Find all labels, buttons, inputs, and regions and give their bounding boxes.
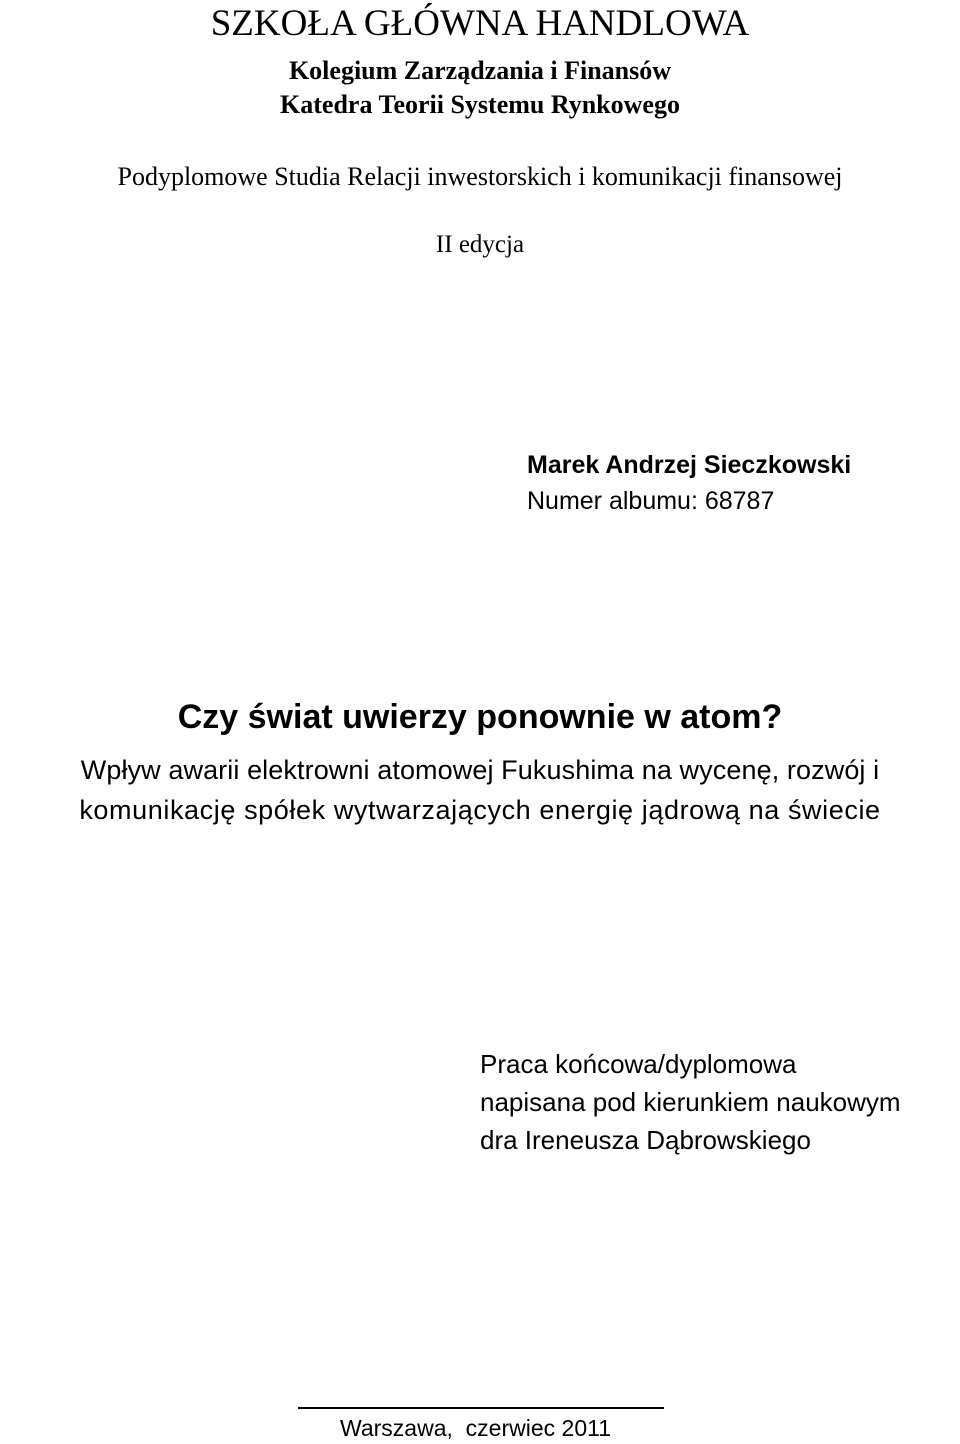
author-name: Marek Andrzej Sieczkowski <box>527 451 852 479</box>
studies-name: Podyplomowe Studia Relacji inwestorskich i komunikacji finansowej <box>117 162 843 191</box>
supervision-note: napisana pod kierunkiem naukowym <box>480 1087 901 1117</box>
thesis-subtitle-line-1: Wpływ awarii elektrowni atomowej Fukushima na wycenę, rozwój i <box>80 755 880 785</box>
thesis-type: Praca końcowa/dyplomowa <box>480 1049 797 1079</box>
supervisor-name: dra Ireneusza Dąbrowskiego <box>480 1125 811 1155</box>
thesis-subtitle-line-2: komunikację spółek wytwarzających energię jądrową na świecie <box>79 795 881 825</box>
place-and-date: Warszawa, czerwiec 2011 <box>340 1415 611 1441</box>
album-number: Numer albumu: 68787 <box>527 487 775 515</box>
footer-divider <box>298 1407 664 1409</box>
edition: II edycja <box>435 231 525 258</box>
college-name: Kolegium Zarządzania i Finansów <box>288 56 672 85</box>
thesis-title: Czy świat uwierzy ponownie w atom? <box>177 698 783 736</box>
department-name: Katedra Teorii Systemu Rynkowego <box>280 90 680 119</box>
university-name: SZKOŁA GŁÓWNA HANDLOWA <box>210 3 750 44</box>
